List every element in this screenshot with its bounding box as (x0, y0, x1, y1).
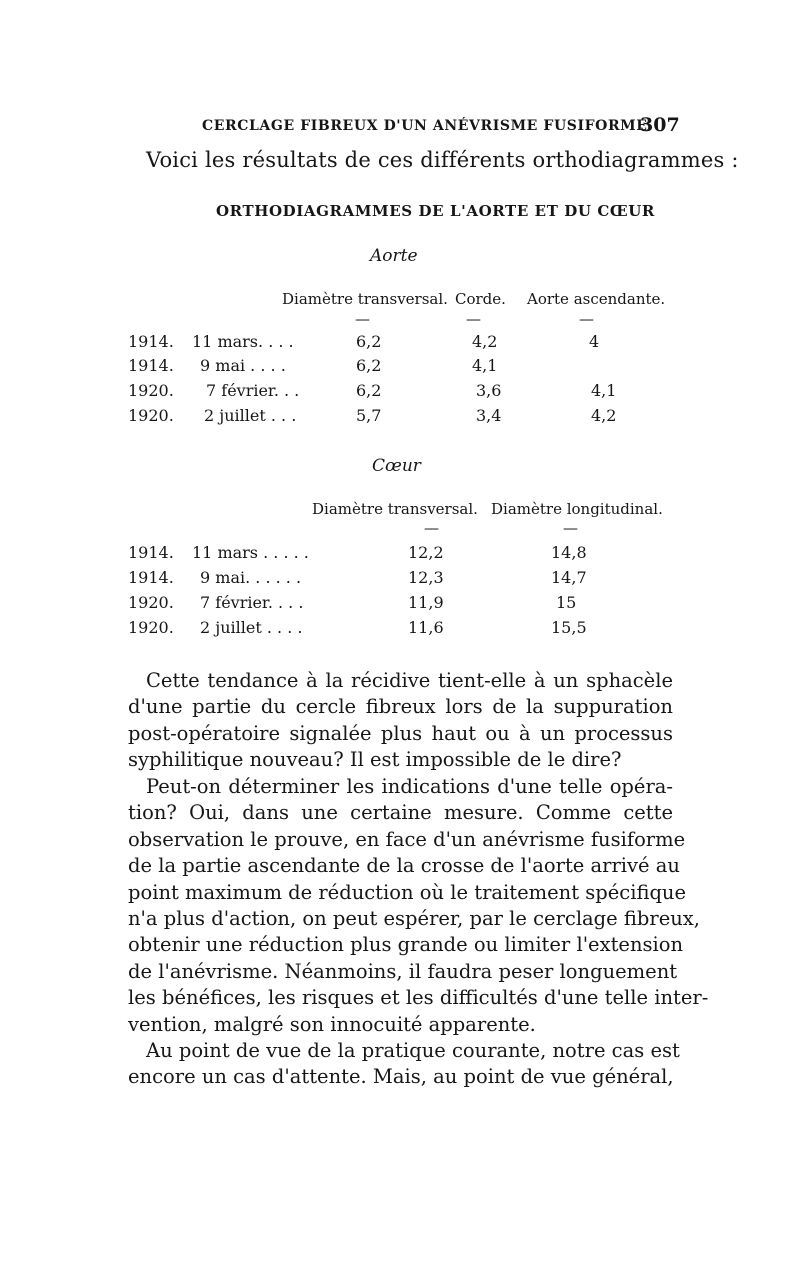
aorte-date: 11 mars. . . . (192, 332, 294, 351)
running-header-title: CERCLAGE FIBREUX D'UN ANÉVRISME FUSIFORME (202, 118, 648, 134)
coeur-date: 11 mars . . . . . (192, 543, 309, 562)
paragraph-line: Cette tendance à la récidive tient-elle à un sphacèle (146, 669, 673, 692)
coeur-date: 2 juillet . . . . (200, 618, 303, 637)
paragraph-line: syphilitique nouveau? Il est impossible de le dire? (128, 748, 622, 772)
coeur-longitudinal-value: 15 (556, 593, 577, 612)
coeur-year: 1920. (128, 593, 174, 612)
paragraph-2 (128, 774, 709, 1038)
aorte-corde-value: 4,2 (472, 332, 498, 351)
paragraph-line: de l'anévrisme. Néanmoins, il faudra peser longuement (128, 959, 678, 983)
coeur-year: 1914. (128, 543, 174, 562)
aorte-diametre-value: 5,7 (356, 406, 382, 425)
aorte-corde-value: 3,6 (476, 381, 502, 400)
coeur-date: 7 février. . . . (200, 593, 304, 612)
aorte-year: 1914. (128, 332, 174, 351)
coeur-heading: Cœur (372, 456, 421, 476)
paragraph-line: de la partie ascendante de la crosse de l'aorte arrivé au (128, 854, 680, 878)
aorte-year: 1914. (128, 356, 174, 375)
coeur-dash-1: — (424, 519, 439, 537)
paragraph-line: d'une partie du cercle fibreux lors de la suppuration (128, 695, 673, 719)
aorte-heading: Aorte (370, 246, 418, 266)
aorte-date: 7 février. . . (206, 381, 300, 400)
paragraph-line: Peut-on déterminer les indications d'une telle opéra- (146, 775, 673, 798)
aorte-diametre-value: 6,2 (356, 332, 382, 351)
coeur-longitudinal-value: 14,7 (551, 568, 587, 587)
aorte-corde-value: 4,1 (472, 356, 498, 375)
aorte-ascendante-value: 4 (589, 332, 600, 351)
intro-sentence: Voici les résultats de ces différents orthodiagrammes : (146, 148, 739, 172)
aorte-col-aorte-ascendante: Aorte ascendante. (527, 290, 666, 308)
paragraph-line: vention, malgré son innocuité apparente. (128, 1012, 536, 1036)
aorte-col-corde: Corde. (455, 290, 506, 308)
coeur-year: 1920. (128, 618, 174, 637)
paragraph-line: Au point de vue de la pratique courante, notre cas est (146, 1039, 680, 1062)
aorte-dash-2: — (466, 310, 481, 328)
coeur-transversal-value: 12,2 (408, 543, 444, 562)
aorte-dash-1: — (355, 310, 370, 328)
paragraph-line: les bénéfices, les risques et les difficultés d'une telle inter- (128, 986, 709, 1010)
aorte-ascendante-value: 4,2 (591, 406, 617, 425)
aorte-date: 9 mai . . . . (200, 356, 286, 375)
paragraph-3 (128, 1038, 680, 1091)
paragraph-line: tion? Oui, dans une certaine mesure. Comme cette (128, 801, 673, 825)
coeur-col-diametre-transversal: Diamètre transversal. (312, 500, 478, 518)
coeur-date: 9 mai. . . . . . (200, 568, 302, 587)
coeur-transversal-value: 12,3 (408, 568, 444, 587)
coeur-year: 1914. (128, 568, 174, 587)
aorte-ascendante-value: 4,1 (591, 381, 617, 400)
aorte-diametre-value: 6,2 (356, 356, 382, 375)
aorte-date: 2 juillet . . . (204, 406, 297, 425)
coeur-transversal-value: 11,9 (408, 593, 444, 612)
paragraph-line: n'a plus d'action, on peut espérer, par le cerclage fibreux, (128, 907, 701, 931)
coeur-longitudinal-value: 14,8 (551, 543, 587, 562)
aorte-year: 1920. (128, 406, 174, 425)
aorte-col-diametre-transversal: Diamètre transversal. (282, 290, 448, 308)
table-title: ORTHODIAGRAMMES DE L'AORTE ET DU CŒUR (216, 202, 655, 220)
aorte-diametre-value: 6,2 (356, 381, 382, 400)
paragraph-line: post-opératoire signalée plus haut ou à un processus (128, 721, 673, 745)
coeur-col-diametre-longitudinal: Diamètre longitudinal. (491, 500, 663, 518)
coeur-longitudinal-value: 15,5 (551, 618, 587, 637)
coeur-transversal-value: 11,6 (408, 618, 444, 637)
page-number: 307 (640, 114, 680, 136)
aorte-dash-3: — (579, 310, 594, 328)
paragraph-line: point maximum de réduction où le traitement spécifique (128, 880, 687, 904)
paragraph-1 (128, 668, 673, 774)
coeur-dash-2: — (563, 519, 578, 537)
aorte-year: 1920. (128, 381, 174, 400)
aorte-corde-value: 3,4 (476, 406, 502, 425)
paragraph-line: obtenir une réduction plus grande ou limiter l'extension (128, 933, 684, 957)
paragraph-line: observation le prouve, en face d'un anévrisme fusiforme (128, 827, 686, 851)
paragraph-line: encore un cas d'attente. Mais, au point de vue général, (128, 1065, 674, 1089)
